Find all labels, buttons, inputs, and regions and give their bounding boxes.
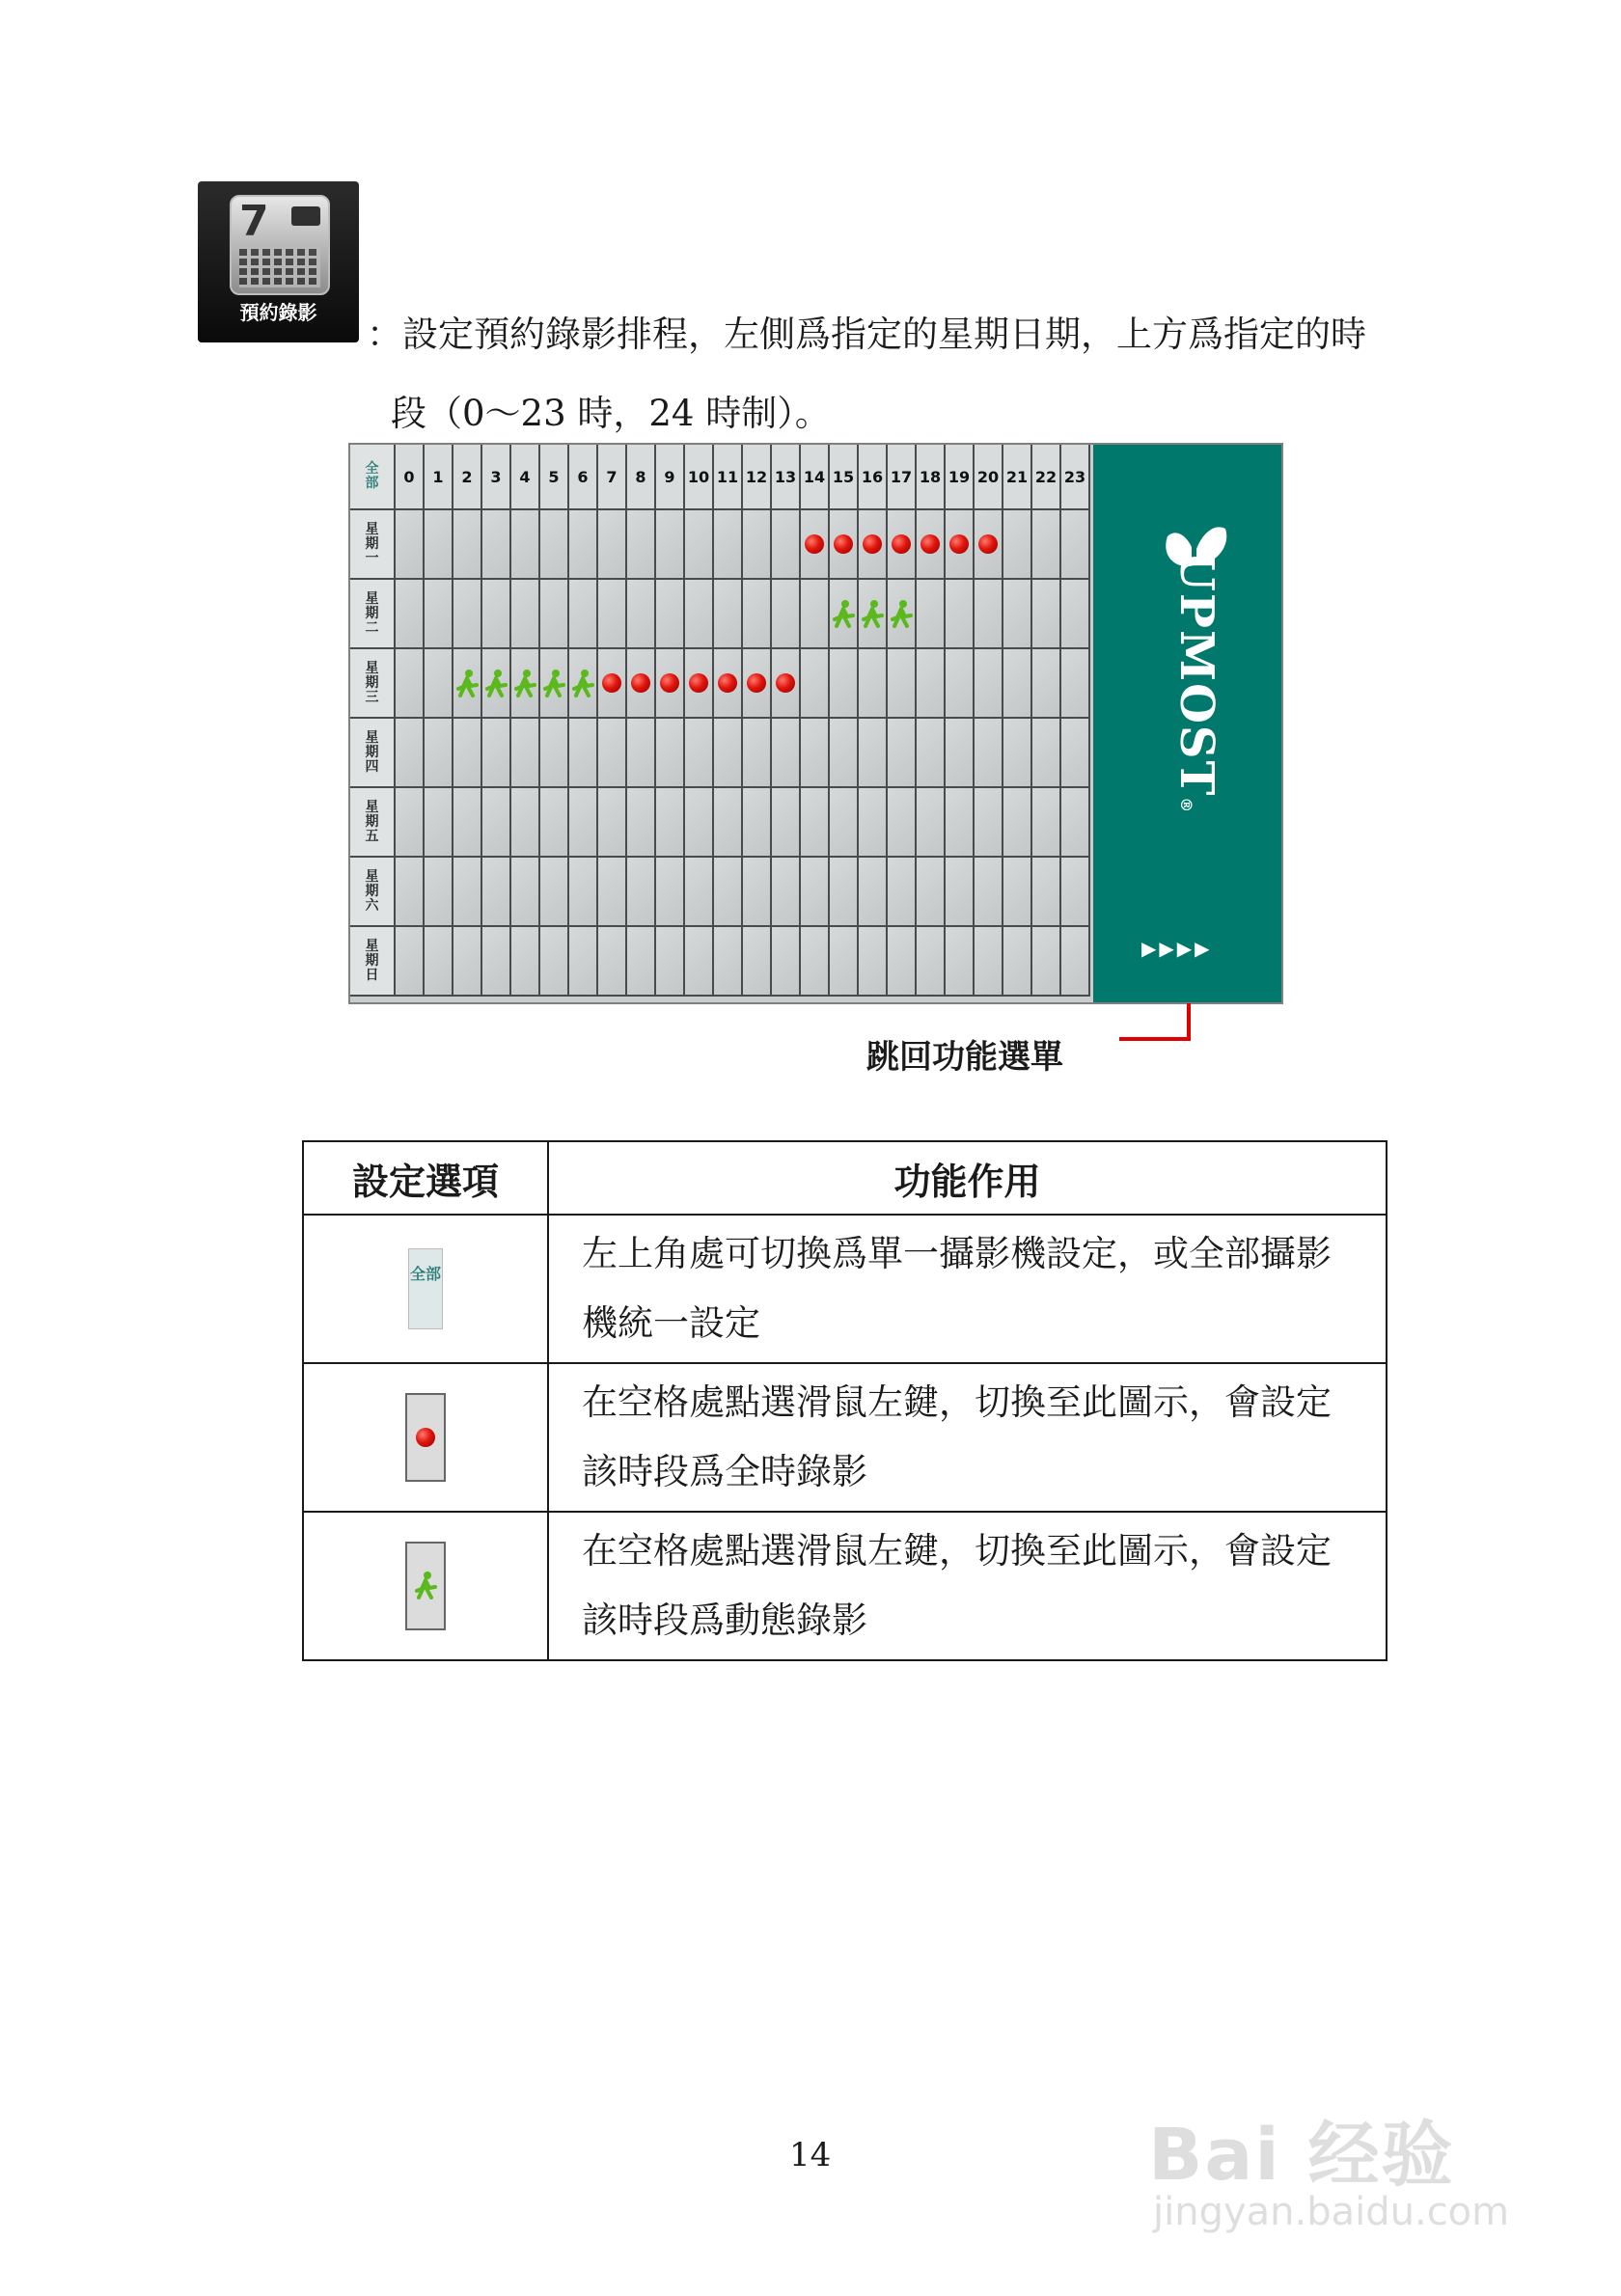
schedule-slot[interactable]	[511, 719, 540, 788]
day-label[interactable]	[350, 580, 396, 649]
brand-panel	[1093, 445, 1281, 1002]
schedule-slot[interactable]	[917, 719, 946, 788]
schedule-slot[interactable]	[540, 858, 569, 927]
schedule-slot[interactable]	[772, 719, 801, 788]
hour-header-16: 16	[859, 445, 888, 510]
schedule-slot[interactable]	[946, 719, 975, 788]
schedule-slot[interactable]	[743, 719, 772, 788]
schedule-slot[interactable]	[1003, 858, 1032, 927]
header-setting-option: 設定選項	[303, 1141, 548, 1215]
schedule-slot[interactable]	[743, 927, 772, 997]
select-all-cameras-toggle[interactable]	[350, 445, 396, 510]
schedule-slot[interactable]	[627, 719, 656, 788]
table-row	[303, 1363, 1387, 1512]
schedule-slot[interactable]	[656, 927, 685, 997]
label-char: 期	[365, 605, 379, 621]
full-record-dot-icon	[805, 534, 824, 554]
schedule-slot[interactable]	[801, 510, 830, 580]
option-cell	[303, 1512, 548, 1660]
calendar-day-count: 7	[239, 197, 269, 246]
baidu-watermark	[1148, 2064, 1534, 2248]
watermark-url: jingyan.baidu.com	[1153, 2190, 1510, 2234]
full-record-dot-icon	[834, 534, 853, 554]
schedule-slot[interactable]	[656, 788, 685, 858]
schedule-slot[interactable]	[830, 788, 859, 858]
label-char: 星	[365, 729, 379, 746]
schedule-slot[interactable]	[627, 510, 656, 580]
schedule-slot[interactable]	[1032, 580, 1061, 649]
label-char: 部	[365, 476, 379, 491]
schedule-slot[interactable]	[975, 788, 1003, 858]
schedule-slot[interactable]	[801, 580, 830, 649]
schedule-slot[interactable]	[453, 510, 482, 580]
full-record-slot-button[interactable]	[405, 1393, 446, 1482]
hour-header-7: 7	[598, 445, 627, 510]
schedule-slot[interactable]	[714, 788, 743, 858]
full-record-dot-icon	[689, 673, 708, 693]
intro-line-1: ：設定預約錄影排程，左側爲指定的星期日期，上方爲指定的時	[367, 314, 1366, 355]
schedule-slot[interactable]	[685, 580, 714, 649]
schedule-slot[interactable]	[656, 858, 685, 927]
day-label[interactable]	[350, 788, 396, 858]
schedule-slot[interactable]	[511, 927, 540, 997]
schedule-slot[interactable]	[714, 719, 743, 788]
schedule-slot[interactable]	[1032, 510, 1061, 580]
schedule-slot[interactable]	[396, 649, 425, 719]
settings-table	[302, 1140, 1387, 1661]
schedule-slot[interactable]	[482, 719, 511, 788]
schedule-slot[interactable]	[859, 510, 888, 580]
full-record-dot-icon	[863, 534, 882, 554]
schedule-slot[interactable]	[888, 858, 917, 927]
schedule-slot[interactable]	[743, 649, 772, 719]
function-text-line-1: 在空格處點選滑鼠左鍵，切換至此圖示，會設定	[582, 1381, 1332, 1423]
motion-record-runner-icon	[483, 669, 508, 697]
motion-record-runner-icon	[831, 599, 856, 628]
schedule-slot[interactable]	[511, 580, 540, 649]
schedule-slot[interactable]	[1061, 788, 1090, 858]
schedule-slot[interactable]	[482, 580, 511, 649]
schedule-slot[interactable]	[946, 858, 975, 927]
schedule-slot[interactable]	[482, 858, 511, 927]
label-char: 星	[365, 660, 379, 676]
schedule-slot[interactable]	[714, 510, 743, 580]
brand-name	[1169, 551, 1223, 814]
schedule-slot[interactable]	[743, 510, 772, 580]
schedule-slot[interactable]	[511, 649, 540, 719]
schedule-slot[interactable]	[714, 580, 743, 649]
schedule-slot[interactable]	[1032, 649, 1061, 719]
schedule-slot[interactable]	[888, 580, 917, 649]
schedule-slot[interactable]	[801, 788, 830, 858]
schedule-slot[interactable]	[482, 788, 511, 858]
calendar-grid-icon	[239, 247, 320, 287]
schedule-slot[interactable]	[396, 927, 425, 997]
schedule-slot[interactable]	[453, 649, 482, 719]
all-toggle-label: 全部	[409, 1265, 441, 1283]
schedule-grid	[348, 443, 1283, 1004]
schedule-slot[interactable]	[888, 510, 917, 580]
schedule-slot[interactable]	[743, 788, 772, 858]
schedule-slot[interactable]	[859, 719, 888, 788]
schedule-slot[interactable]	[1003, 649, 1032, 719]
motion-record-runner-icon	[512, 669, 537, 697]
schedule-slot[interactable]	[569, 580, 598, 649]
schedule-slot[interactable]	[743, 580, 772, 649]
schedule-slot[interactable]	[1003, 788, 1032, 858]
label-char: 二	[365, 619, 379, 636]
schedule-slot[interactable]	[1003, 719, 1032, 788]
function-cell	[548, 1215, 1387, 1363]
schedule-slot[interactable]	[598, 649, 627, 719]
schedule-slot[interactable]	[540, 510, 569, 580]
label-char: 期	[365, 813, 379, 830]
schedule-slot[interactable]	[396, 788, 425, 858]
schedule-slot[interactable]	[801, 927, 830, 997]
schedule-slot[interactable]	[772, 858, 801, 927]
schedule-slot[interactable]	[627, 788, 656, 858]
full-record-dot-icon	[892, 534, 911, 554]
schedule-slot[interactable]	[975, 858, 1003, 927]
camera-icon	[291, 206, 320, 226]
schedule-slot[interactable]	[946, 788, 975, 858]
motion-record-runner-icon	[889, 599, 914, 628]
schedule-slot[interactable]	[917, 510, 946, 580]
schedule-slot[interactable]	[830, 719, 859, 788]
full-record-dot-icon	[631, 673, 650, 693]
schedule-slot[interactable]	[656, 580, 685, 649]
schedule-slot[interactable]	[598, 788, 627, 858]
schedule-slot[interactable]	[598, 858, 627, 927]
schedule-slot[interactable]	[453, 858, 482, 927]
schedule-slot[interactable]	[425, 719, 453, 788]
schedule-slot[interactable]	[627, 858, 656, 927]
schedule-slot[interactable]	[975, 580, 1003, 649]
schedule-slot[interactable]	[859, 649, 888, 719]
full-record-dot-icon	[978, 534, 998, 554]
label-char: 期	[365, 674, 379, 691]
label-char: 星	[365, 521, 379, 537]
schedule-slot[interactable]	[569, 927, 598, 997]
schedule-slot[interactable]	[482, 927, 511, 997]
full-record-dot-icon	[920, 534, 940, 554]
hour-header-12: 12	[743, 445, 772, 510]
schedule-slot[interactable]	[598, 927, 627, 997]
label-char: 星	[365, 799, 379, 815]
return-menu-label: 跳回功能選單	[866, 1038, 1063, 1077]
label-char: 星	[365, 868, 379, 885]
schedule-slot[interactable]	[598, 580, 627, 649]
schedule-slot[interactable]	[975, 719, 1003, 788]
intro-line-2: 段（0～23 時，24 時制）。	[391, 393, 831, 434]
hour-header-18: 18	[917, 445, 946, 510]
schedule-slot[interactable]	[772, 927, 801, 997]
hour-header-8: 8	[627, 445, 656, 510]
schedule-slot[interactable]	[859, 927, 888, 997]
hour-header-11: 11	[714, 445, 743, 510]
schedule-slot[interactable]	[1032, 927, 1061, 997]
table-row	[303, 1512, 1387, 1660]
schedule-slot[interactable]	[975, 510, 1003, 580]
schedule-slot[interactable]	[569, 510, 598, 580]
schedule-slot[interactable]	[917, 649, 946, 719]
schedule-slot[interactable]	[569, 788, 598, 858]
schedule-slot[interactable]	[888, 649, 917, 719]
schedule-slot[interactable]	[685, 510, 714, 580]
hour-header-13: 13	[772, 445, 801, 510]
schedule-slot[interactable]	[714, 649, 743, 719]
function-text-line-2: 該時段爲全時錄影	[582, 1451, 867, 1492]
hour-header-23: 23	[1061, 445, 1090, 510]
calendar-icon	[230, 195, 330, 295]
full-record-dot-icon	[602, 673, 621, 693]
full-record-dot-icon	[776, 673, 795, 693]
schedule-slot[interactable]	[801, 719, 830, 788]
full-record-dot-icon	[718, 673, 737, 693]
schedule-slot[interactable]	[772, 580, 801, 649]
schedule-slot[interactable]	[1032, 858, 1061, 927]
page-number: 14	[789, 2136, 832, 2174]
function-text-line-1: 左上角處可切換爲單一攝影機設定，或全部攝影	[582, 1233, 1332, 1274]
schedule-slot[interactable]	[888, 788, 917, 858]
label-char: 星	[365, 590, 379, 607]
schedule-slot[interactable]	[830, 580, 859, 649]
schedule-slot[interactable]	[482, 510, 511, 580]
schedule-slot[interactable]	[859, 788, 888, 858]
calendar-camera-icon	[198, 181, 359, 342]
schedule-slot[interactable]	[830, 927, 859, 997]
schedule-slot[interactable]	[627, 580, 656, 649]
hour-header-0: 0	[396, 445, 425, 510]
label-char: 星	[365, 938, 379, 954]
schedule-slot[interactable]	[801, 858, 830, 927]
brand-name-text: UPMOST	[1169, 551, 1223, 798]
schedule-slot[interactable]	[656, 649, 685, 719]
schedule-slot[interactable]	[714, 858, 743, 927]
hour-header-3: 3	[482, 445, 511, 510]
schedule-slot[interactable]	[1061, 927, 1090, 997]
option-cell	[303, 1363, 548, 1512]
label-char: 期	[365, 883, 379, 899]
schedule-slot[interactable]	[975, 649, 1003, 719]
label-char: 期	[365, 952, 379, 969]
schedule-slot[interactable]	[425, 649, 453, 719]
label-char: 四	[365, 758, 379, 775]
schedule-slot[interactable]	[598, 510, 627, 580]
schedule-slot[interactable]	[685, 927, 714, 997]
schedule-slot[interactable]	[482, 649, 511, 719]
schedule-slot[interactable]	[917, 858, 946, 927]
return-pointer-line	[1119, 1003, 1191, 1041]
schedule-slot[interactable]	[917, 580, 946, 649]
motion-record-runner-icon	[454, 669, 480, 697]
hour-header-10: 10	[685, 445, 714, 510]
schedule-slot[interactable]	[540, 788, 569, 858]
app-icon-label: 預約錄影	[239, 301, 317, 324]
schedule-slot[interactable]	[685, 649, 714, 719]
schedule-slot[interactable]	[1061, 858, 1090, 927]
schedule-slot[interactable]	[1003, 510, 1032, 580]
schedule-slot[interactable]	[830, 649, 859, 719]
schedule-slot[interactable]	[540, 649, 569, 719]
return-menu-arrows[interactable]: ▶▶▶▶	[1141, 937, 1213, 960]
schedule-slot[interactable]	[540, 719, 569, 788]
schedule-slot[interactable]	[888, 927, 917, 997]
day-label[interactable]	[350, 858, 396, 927]
hour-header-19: 19	[946, 445, 975, 510]
schedule-slot[interactable]	[569, 719, 598, 788]
hour-header-9: 9	[656, 445, 685, 510]
schedule-slot[interactable]	[743, 858, 772, 927]
schedule-slot[interactable]	[396, 510, 425, 580]
schedule-slot[interactable]	[453, 580, 482, 649]
schedule-slot[interactable]	[946, 580, 975, 649]
schedule-slot[interactable]	[656, 510, 685, 580]
schedule-slot[interactable]	[540, 927, 569, 997]
schedule-slot[interactable]	[511, 788, 540, 858]
label-char: 一	[365, 550, 379, 566]
schedule-slot[interactable]	[685, 719, 714, 788]
function-text-line-2: 該時段爲動態錄影	[582, 1599, 867, 1641]
motion-record-slot-button[interactable]	[405, 1542, 446, 1630]
full-record-dot-icon	[747, 673, 766, 693]
schedule-slot[interactable]	[656, 719, 685, 788]
label-char: 三	[365, 689, 379, 705]
schedule-slot[interactable]	[425, 858, 453, 927]
schedule-slot[interactable]	[396, 580, 425, 649]
day-label[interactable]	[350, 510, 396, 580]
schedule-slot[interactable]	[917, 788, 946, 858]
schedule-slot[interactable]	[1003, 927, 1032, 997]
schedule-slot[interactable]	[772, 649, 801, 719]
full-record-dot-icon	[660, 673, 679, 693]
label-char: 期	[365, 744, 379, 760]
label-char: 期	[365, 535, 379, 552]
schedule-slot[interactable]	[1061, 510, 1090, 580]
schedule-slot[interactable]	[917, 927, 946, 997]
schedule-slot[interactable]	[772, 788, 801, 858]
function-cell	[548, 1512, 1387, 1660]
green-runner-icon	[413, 1571, 438, 1599]
hour-header-20: 20	[975, 445, 1003, 510]
motion-record-runner-icon	[541, 669, 566, 697]
schedule-slot[interactable]	[453, 788, 482, 858]
schedule-slot[interactable]	[946, 649, 975, 719]
schedule-slot[interactable]	[772, 510, 801, 580]
schedule-slot[interactable]	[540, 580, 569, 649]
schedule-slot[interactable]	[1061, 719, 1090, 788]
schedule-slot[interactable]	[859, 858, 888, 927]
schedule-slot[interactable]	[396, 719, 425, 788]
full-record-dot-icon	[949, 534, 969, 554]
schedule-slot[interactable]	[685, 788, 714, 858]
label-char: 全	[365, 461, 379, 477]
schedule-slot[interactable]	[859, 580, 888, 649]
day-label[interactable]	[350, 649, 396, 719]
motion-record-runner-icon	[860, 599, 885, 628]
schedule-slot[interactable]	[425, 927, 453, 997]
function-text-line-2: 機統一設定	[582, 1302, 760, 1344]
hour-header-6: 6	[569, 445, 598, 510]
schedule-slot[interactable]	[685, 858, 714, 927]
hour-header-21: 21	[1003, 445, 1032, 510]
red-dot-icon	[416, 1428, 435, 1447]
schedule-slot[interactable]	[830, 510, 859, 580]
hour-header-5: 5	[540, 445, 569, 510]
day-label[interactable]	[350, 719, 396, 788]
schedule-slot[interactable]	[1061, 580, 1090, 649]
schedule-grid-area	[350, 445, 1093, 1002]
schedule-slot[interactable]	[425, 788, 453, 858]
day-label[interactable]	[350, 927, 396, 997]
function-cell	[548, 1363, 1387, 1512]
schedule-slot[interactable]	[1032, 788, 1061, 858]
hour-header-2: 2	[453, 445, 482, 510]
watermark-logo: Bai 经验	[1148, 2114, 1455, 2197]
schedule-slot[interactable]	[1003, 580, 1032, 649]
schedule-slot[interactable]	[801, 649, 830, 719]
schedule-slot[interactable]	[975, 927, 1003, 997]
hour-header-1: 1	[425, 445, 453, 510]
schedule-slot[interactable]	[888, 719, 917, 788]
schedule-slot[interactable]	[946, 510, 975, 580]
registered-mark: ®	[1177, 797, 1195, 815]
schedule-slot[interactable]	[598, 719, 627, 788]
schedule-slot[interactable]	[714, 927, 743, 997]
schedule-slot[interactable]	[569, 858, 598, 927]
schedule-slot[interactable]	[1061, 649, 1090, 719]
schedule-slot[interactable]	[627, 927, 656, 997]
header-function: 功能作用	[548, 1141, 1387, 1215]
label-char: 日	[365, 967, 379, 983]
motion-record-runner-icon	[570, 669, 595, 697]
hour-header-15: 15	[830, 445, 859, 510]
schedule-slot[interactable]	[627, 649, 656, 719]
schedule-slot[interactable]	[425, 510, 453, 580]
hour-header-17: 17	[888, 445, 917, 510]
schedule-slot[interactable]	[511, 858, 540, 927]
schedule-slot[interactable]	[511, 510, 540, 580]
table-header-row	[303, 1141, 1387, 1215]
option-cell	[303, 1215, 548, 1363]
table-row	[303, 1215, 1387, 1363]
hour-header-22: 22	[1032, 445, 1061, 510]
function-text-line-1: 在空格處點選滑鼠左鍵，切換至此圖示，會設定	[582, 1530, 1332, 1572]
schedule-slot[interactable]	[396, 858, 425, 927]
hour-header-14: 14	[801, 445, 830, 510]
schedule-slot[interactable]	[946, 927, 975, 997]
schedule-slot[interactable]	[569, 649, 598, 719]
schedule-slot[interactable]	[1032, 719, 1061, 788]
all-toggle-button[interactable]	[408, 1248, 443, 1329]
label-char: 六	[365, 897, 379, 914]
label-char: 五	[365, 828, 379, 844]
schedule-slot[interactable]	[453, 719, 482, 788]
schedule-slot[interactable]	[425, 580, 453, 649]
schedule-slot[interactable]	[830, 858, 859, 927]
hour-header-4: 4	[511, 445, 540, 510]
schedule-slot[interactable]	[453, 927, 482, 997]
